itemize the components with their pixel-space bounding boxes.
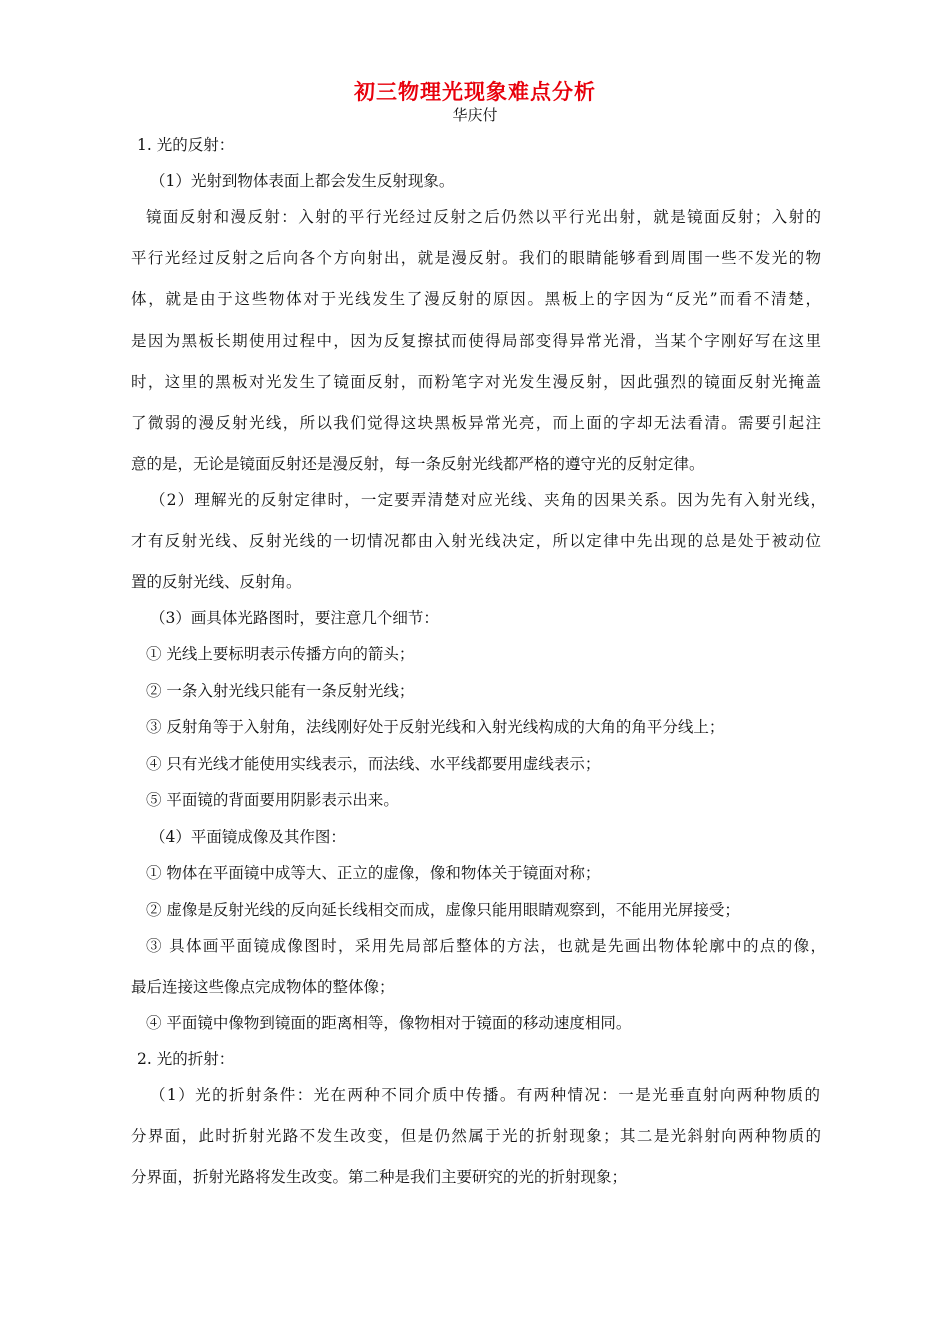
paragraph-line: 分界面，此时折射光路不发生改变，但是仍然属于光的折射现象；其二是光斜射向两种物质的 xyxy=(131,1127,821,1145)
paragraph-line: 最后连接这些像点完成物体的整体像； xyxy=(131,978,395,996)
author-name: 华庆付 xyxy=(452,106,498,124)
paragraph-line: 置的反射光线、反射角。 xyxy=(131,573,302,591)
list-item: ④ 只有光线才能使用实线表示，而法线、水平线都要用虚线表示； xyxy=(146,755,601,773)
paragraph-line: （1）光的折射条件：光在两种不同介质中传播。有两种情况：一是光垂直射向两种物质的 xyxy=(150,1086,820,1104)
paragraph-line: （4）平面镜成像及其作图： xyxy=(150,828,346,846)
paragraph-line: 才有反射光线、反射光线的一切情况都由入射光线决定，所以定律中先出现的总是处于被动位 xyxy=(131,532,821,550)
list-item: ③ 反射角等于入射角，法线刚好处于反射光线和入射光线构成的大角的角平分线上； xyxy=(146,718,725,736)
paragraph-line: 时，这里的黑板对光发生了镜面反射，而粉笔字对光发生漫反射，因此强烈的镜面反射光掩盖 xyxy=(131,373,821,391)
list-item: ② 一条入射光线只能有一条反射光线； xyxy=(146,682,415,700)
paragraph-line: 意的是，无论是镜面反射还是漫反射，每一条反射光线都严格的遵守光的反射定律。 xyxy=(131,455,705,473)
paragraph-line: 体，就是由于这些物体对于光线发生了漫反射的原因。黑板上的字因为“反光”而看不清楚， xyxy=(131,290,821,308)
paragraph-line: （3）画具体光路图时，要注意几个细节： xyxy=(150,609,439,627)
page-title: 初三物理光现象难点分析 xyxy=(354,79,596,104)
section-heading-reflection: 1. 光的反射： xyxy=(137,136,235,154)
list-item: ② 虚像是反射光线的反向延长线相交而成，虚像只能用眼睛观察到，不能用光屏接受； xyxy=(146,901,740,919)
paragraph-line: （1）光射到物体表面上都会发生反射现象。 xyxy=(150,172,455,190)
list-item: ① 光线上要标明表示传播方向的箭头； xyxy=(146,645,415,663)
list-item: ④ 平面镜中像物到镜面的距离相等，像物相对于镜面的移动速度相同。 xyxy=(146,1014,632,1032)
paragraph-line: 平行光经过反射之后向各个方向射出，就是漫反射。我们的眼睛能够看到周围一些不发光的物 xyxy=(131,249,821,267)
paragraph-line: 是因为黑板长期使用过程中，因为反复擦拭而使得局部变得异常光滑，当某个字刚好写在这里 xyxy=(131,332,821,350)
paragraph-line: 了微弱的漫反射光线，所以我们觉得这块黑板异常光亮，而上面的字却无法看清。需要引起注 xyxy=(131,414,821,432)
list-item: ⑤ 平面镜的背面要用阴影表示出来。 xyxy=(146,791,399,809)
list-item: ① 物体在平面镜中成等大、正立的虚像，像和物体关于镜面对称； xyxy=(146,864,601,882)
paragraph-line: 分界面，折射光路将发生改变。第二种是我们主要研究的光的折射现象； xyxy=(131,1168,628,1186)
paragraph-line: （2）理解光的反射定律时，一定要弄清楚对应光线、夹角的因果关系。因为先有入射光线， xyxy=(150,491,826,509)
paragraph-line: 镜面反射和漫反射：入射的平行光经过反射之后仍然以平行光出射，就是镜面反射；入射的 xyxy=(146,208,821,226)
section-heading-refraction: 2. 光的折射： xyxy=(137,1050,235,1068)
list-item: ③ 具体画平面镜成像图时，采用先局部后整体的方法，也就是先画出物体轮廓中的点的像， xyxy=(146,937,826,955)
